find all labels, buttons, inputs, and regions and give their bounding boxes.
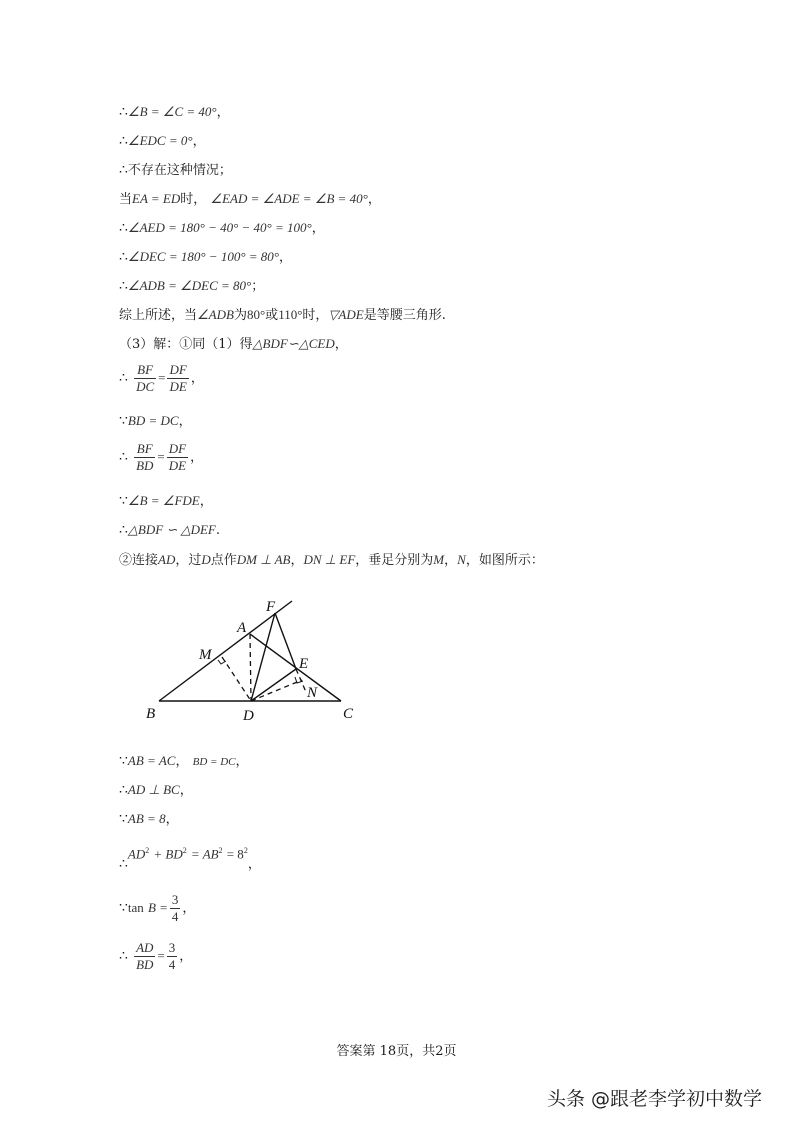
label-b: B xyxy=(146,706,156,722)
math-expression: BD = DC xyxy=(192,756,236,768)
math-expression: ▽ADE xyxy=(328,307,364,322)
math-expression: ∠ADB xyxy=(197,307,234,322)
therefore-symbol: ∴ xyxy=(119,249,128,265)
punctuation: ， xyxy=(367,192,381,207)
math-expression: ∠ADB = ∠DEC = 80° xyxy=(127,278,252,293)
line-18 xyxy=(119,810,179,829)
punctuation: ， xyxy=(179,783,193,798)
denominator: BD xyxy=(136,957,154,972)
text: ，过 xyxy=(175,553,202,568)
punctuation: . xyxy=(215,523,220,538)
numerator: 3 xyxy=(168,940,176,955)
fraction xyxy=(170,892,181,925)
punctuation: ， xyxy=(190,450,204,465)
numerator: DF xyxy=(169,362,187,377)
text: ，垂足分别为 xyxy=(355,553,434,568)
statement-text: 不存在这种情况； xyxy=(127,163,232,178)
segment-ad-dashed xyxy=(250,634,251,701)
segment-dm-dashed xyxy=(222,657,251,701)
because-symbol: ∵ xyxy=(119,900,128,916)
label-d: D xyxy=(243,708,254,724)
math-expression: △BDF ∽ △DEF xyxy=(127,522,216,537)
math-expression: AD ⊥ BC xyxy=(127,782,180,797)
denominator: DC xyxy=(136,379,155,394)
math-expression: D xyxy=(201,552,211,567)
because-symbol: ∵ xyxy=(119,753,128,769)
math-term: = AB xyxy=(190,846,219,862)
fraction xyxy=(167,940,178,973)
math-expression: ∠DEC = 180° − 100° = 80° xyxy=(127,249,279,264)
line-21-ratio xyxy=(119,940,192,973)
line-16 xyxy=(119,752,249,771)
therefore-symbol: ∴ xyxy=(119,449,128,465)
fraction xyxy=(134,940,155,973)
punctuation: ， xyxy=(182,901,196,916)
text: 时， xyxy=(302,308,329,323)
segment-en-dashed xyxy=(296,669,306,692)
numerator: DF xyxy=(168,441,187,456)
math-expression: B = xyxy=(147,900,168,915)
line-19-pythagoras xyxy=(119,842,261,873)
math-expression: N xyxy=(457,552,466,567)
math-expression: EA = ED xyxy=(132,191,181,206)
text: 点作 xyxy=(210,553,237,568)
equals: = xyxy=(157,449,165,464)
equals: = xyxy=(158,370,166,385)
numerator: BF xyxy=(134,441,155,458)
label-f: F xyxy=(266,599,276,615)
math-expression: ∠EAD = ∠ADE = ∠B = 40° xyxy=(210,191,368,206)
punctuation: ， xyxy=(199,494,213,509)
therefore-symbol: ∴ xyxy=(119,220,128,236)
denominator: BD xyxy=(136,458,154,473)
punctuation: ， xyxy=(216,105,230,120)
therefore-symbol: ∴ xyxy=(119,133,128,149)
math-term: AD xyxy=(127,846,146,862)
math-expression: BD = DC xyxy=(127,413,179,428)
text: 是等腰三角形. xyxy=(363,308,446,323)
therefore-symbol: ∴ xyxy=(119,856,128,873)
denominator: DE xyxy=(168,458,187,473)
label-e: E xyxy=(299,656,309,672)
label-c: C xyxy=(343,706,354,722)
math-expression: ∠B = ∠FDE xyxy=(127,493,200,508)
math-expression: ∠AED = 180° − 40° − 40° = 100° xyxy=(127,220,312,235)
exponent: 2 xyxy=(218,846,223,855)
text: 时， xyxy=(180,192,207,207)
punctuation: ， xyxy=(192,134,206,149)
math-term: = 8 xyxy=(226,846,244,862)
math-expression: DM ⊥ AB xyxy=(236,552,291,567)
punctuation: ， xyxy=(311,221,325,236)
math-value: 110° xyxy=(278,307,303,322)
label-a: A xyxy=(237,620,247,636)
because-symbol: ∵ xyxy=(119,413,128,429)
math-expression: M xyxy=(433,552,445,567)
text: ②连接 xyxy=(119,553,159,568)
line-17 xyxy=(119,781,193,800)
therefore-symbol: ∴ xyxy=(119,104,128,120)
watermark: 头条 @跟老李学初中数学 xyxy=(547,1088,763,1110)
punctuation: ， xyxy=(334,337,348,352)
text: ， xyxy=(444,553,458,568)
punctuation: ， xyxy=(175,754,189,769)
line-20-tan xyxy=(119,892,195,925)
therefore-symbol: ∴ xyxy=(119,162,128,178)
therefore-symbol: ∴ xyxy=(119,278,128,294)
punctuation: ， xyxy=(190,371,204,386)
punctuation: ， xyxy=(279,250,293,265)
therefore-symbol: ∴ xyxy=(119,782,128,798)
page-footer: 答案第 18页，共2页 xyxy=(336,1044,457,1059)
math-expression: ∠B = ∠C = 40° xyxy=(127,104,217,119)
segment-df xyxy=(251,613,275,701)
text: 当 xyxy=(119,192,133,207)
punctuation: ， xyxy=(235,754,249,769)
text: 或 xyxy=(265,308,279,323)
therefore-symbol: ∴ xyxy=(119,370,128,386)
math-expression: AB = AC xyxy=(127,753,176,768)
text: ，如图所示： xyxy=(465,553,544,568)
function-name: tan xyxy=(127,900,144,915)
because-symbol: ∵ xyxy=(119,811,128,827)
punctuation: ， xyxy=(165,812,179,827)
text: 综上所述，当 xyxy=(119,308,198,323)
punctuation: ， xyxy=(179,949,193,964)
punctuation: ； xyxy=(251,279,265,294)
exponent: 2 xyxy=(182,846,187,855)
exponent: 2 xyxy=(145,846,150,855)
label-m: M xyxy=(199,647,212,663)
numerator: AD xyxy=(136,940,154,955)
denominator: 4 xyxy=(168,957,176,972)
math-term: + BD xyxy=(153,846,183,862)
math-expression: ∠EDC = 0° xyxy=(127,133,193,148)
therefore-symbol: ∴ xyxy=(119,948,128,964)
math-expression: △BDF∽△CED xyxy=(252,336,335,351)
equals: = xyxy=(157,948,165,963)
denominator: DE xyxy=(169,379,187,394)
denominator: 4 xyxy=(171,909,179,924)
text: 为 xyxy=(233,308,247,323)
math-expression: DN ⊥ EF xyxy=(303,552,356,567)
numerator: 3 xyxy=(171,892,179,907)
punctuation: ， xyxy=(247,857,261,873)
label-n: N xyxy=(307,685,318,701)
because-symbol: ∵ xyxy=(119,493,128,509)
math-expression: AB = 8 xyxy=(127,811,166,826)
numerator: BF xyxy=(134,362,156,379)
math-value: 80° xyxy=(246,307,266,322)
exponent: 2 xyxy=(243,846,248,855)
text: ， xyxy=(290,553,304,568)
therefore-symbol: ∴ xyxy=(119,522,128,538)
punctuation: ， xyxy=(178,414,192,429)
text: （3）解：①同（1）得 xyxy=(119,337,253,352)
math-expression: AD xyxy=(158,552,176,567)
